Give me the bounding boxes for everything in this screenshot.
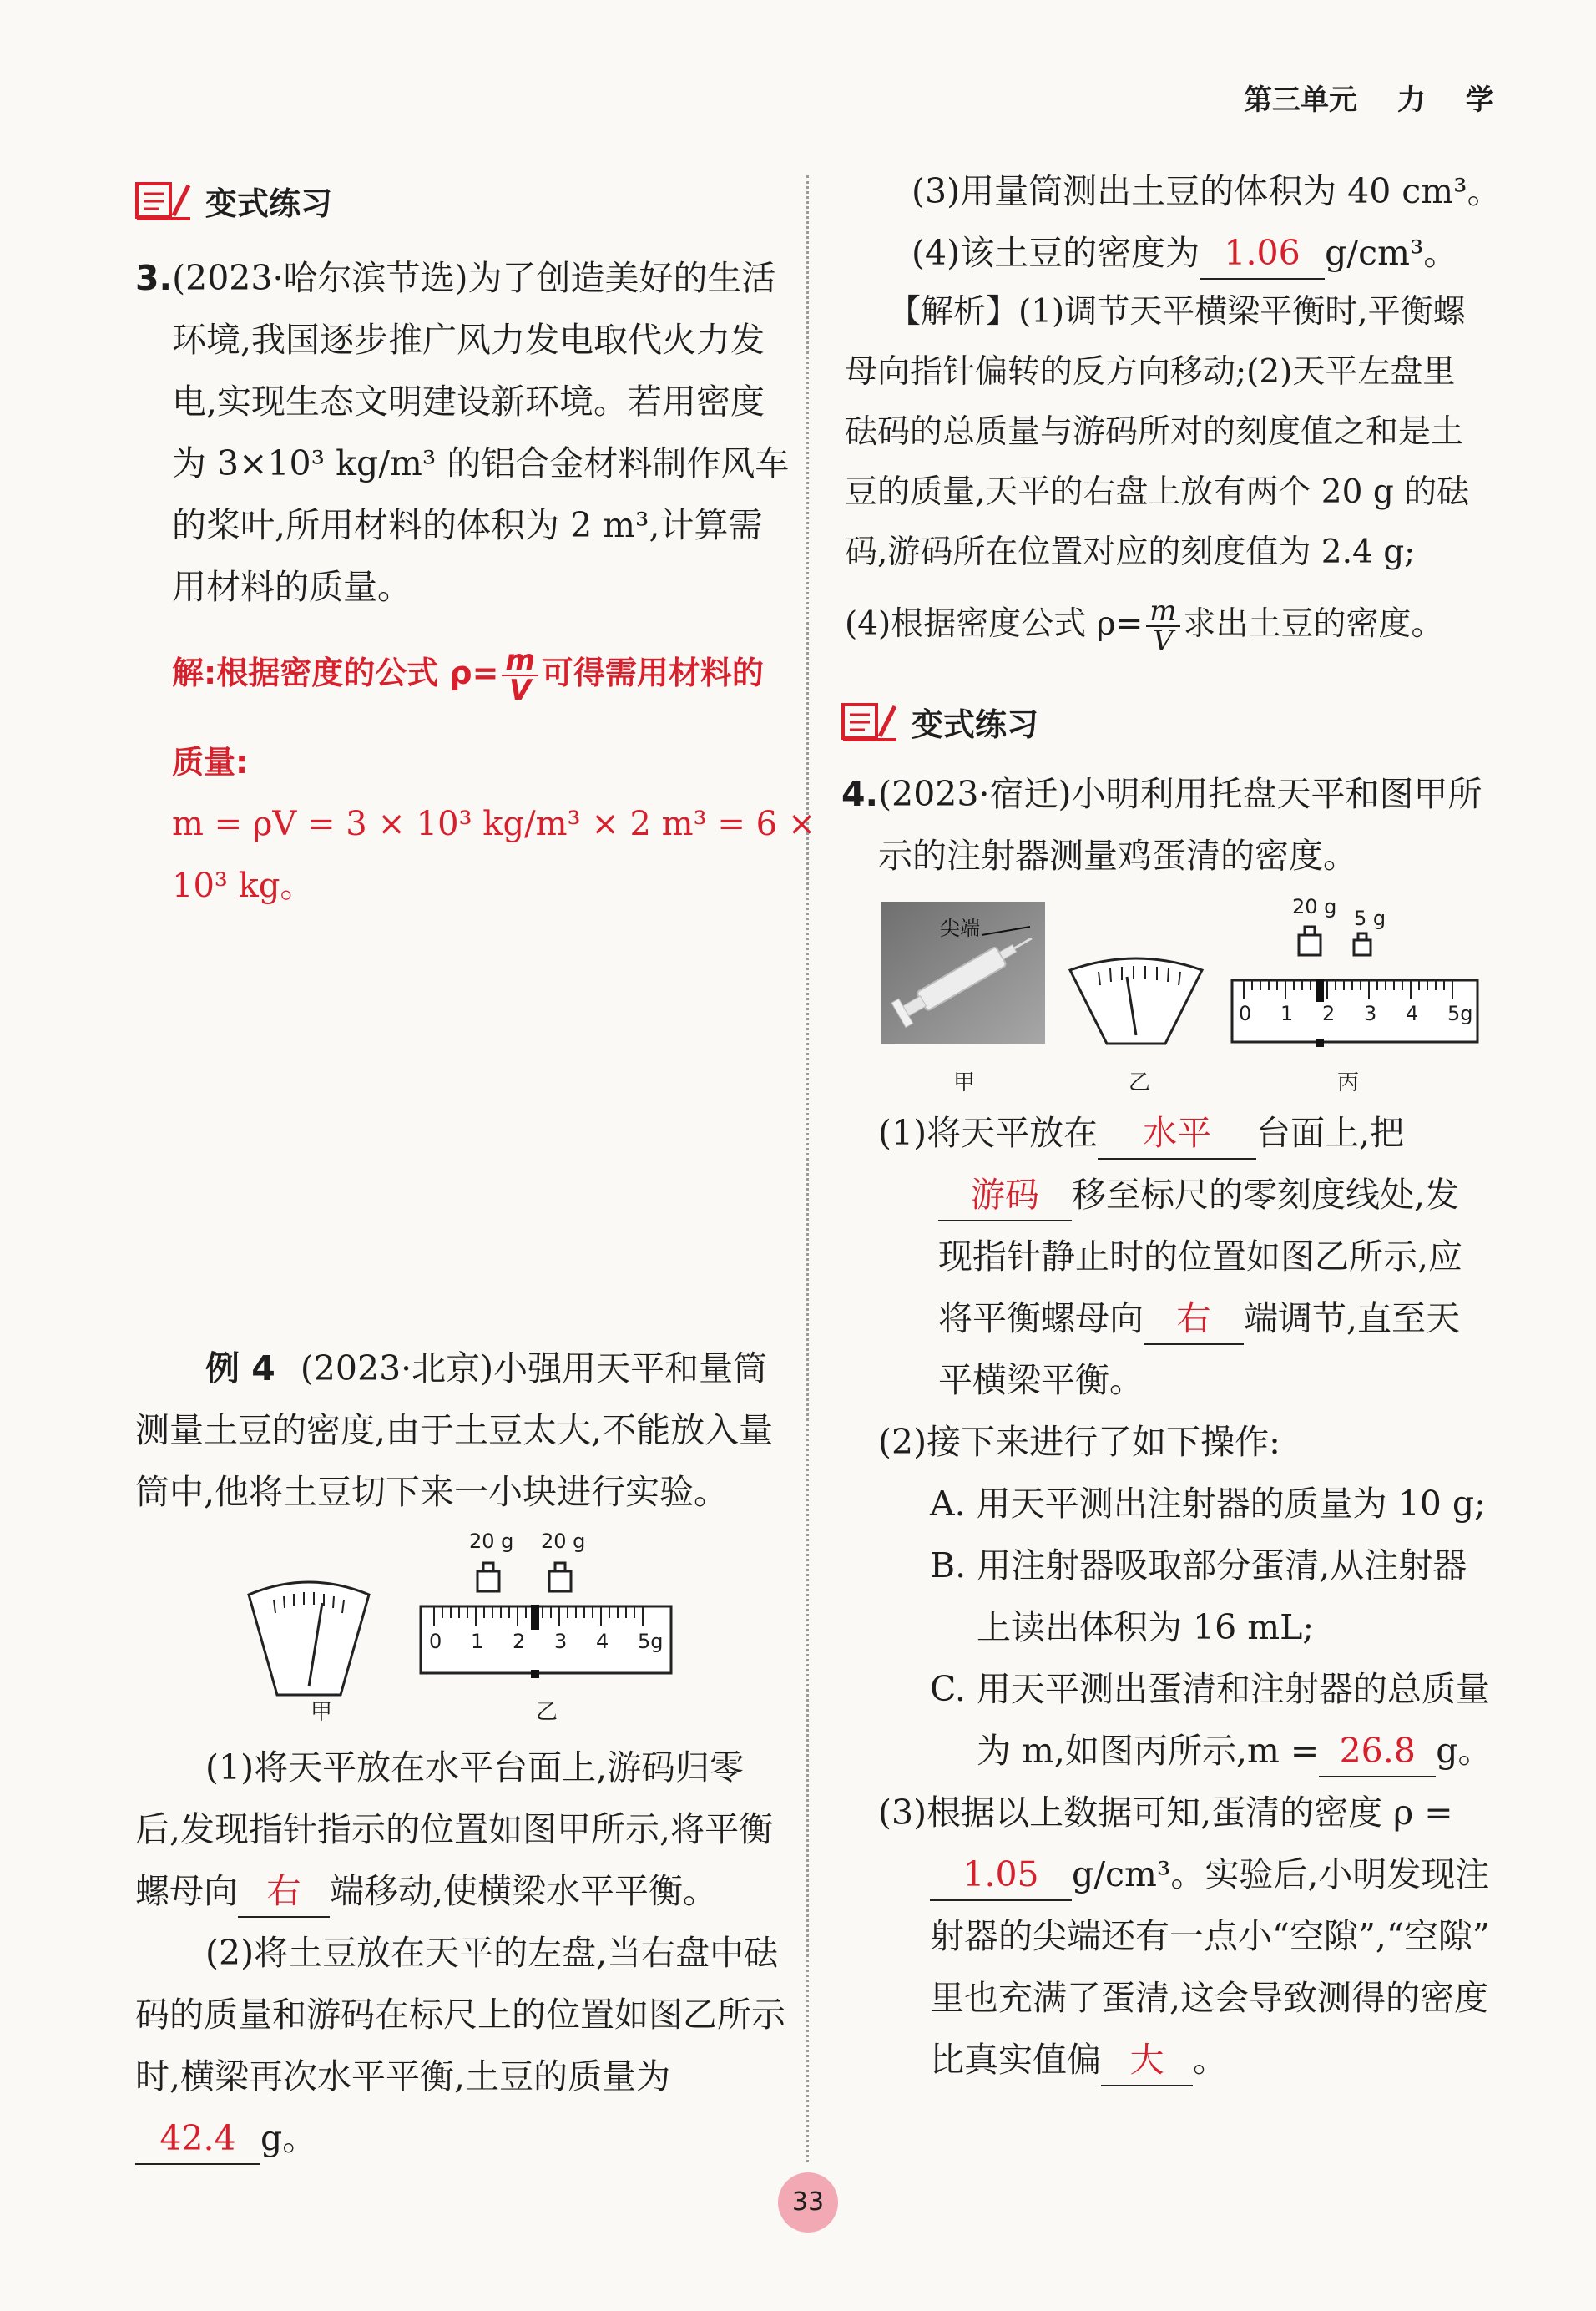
- section-title-1: [135, 175, 332, 225]
- scale-tick: 3: [1364, 1002, 1377, 1025]
- answer-blank: 大: [1101, 2035, 1193, 2086]
- part-text: (2)将土豆放在天平的左盘,当右盘中砝: [205, 1933, 779, 1973]
- scale-tick: 0: [429, 1630, 442, 1653]
- answer-blank: 42.4: [135, 2113, 260, 2165]
- analysis: [845, 282, 1470, 658]
- answer-blank: 右: [238, 1866, 330, 1918]
- analysis-line: 求出土豆的密度。: [1183, 605, 1444, 643]
- answer-blank: 1.06: [1200, 228, 1325, 280]
- answer-blank: 水平: [1098, 1108, 1256, 1160]
- analysis-line: (4)根据密度公式 ρ=: [845, 605, 1144, 643]
- scale-tick: 4: [1406, 1002, 1419, 1025]
- analysis-line: 【解析】(1)调节天平横梁平衡时,平衡螺: [888, 293, 1466, 331]
- part-text: 端调节,直至天: [1244, 1298, 1461, 1338]
- header-topic1: 力: [1396, 83, 1426, 117]
- part-text: A. 用天平测出注射器的质量为 10 g;: [930, 1484, 1486, 1524]
- answer-text: 可得需用材料的: [541, 655, 764, 691]
- question-number: 3.: [135, 258, 173, 298]
- header: [1244, 77, 1494, 118]
- column-divider: [806, 175, 809, 2162]
- part-text: 射器的尖端还有一点小“空隙”,“空隙”: [930, 1916, 1490, 1956]
- header-topic2: 学: [1465, 83, 1494, 117]
- figure-caption-bing: 丙: [1337, 1070, 1360, 1095]
- part-text: 将平衡螺母向: [938, 1298, 1144, 1338]
- part-text: (2)接下来进行了如下操作:: [878, 1422, 1280, 1462]
- notebook-pencil-icon: [135, 179, 194, 222]
- weights-icon: [1294, 922, 1394, 957]
- section-title-text: 变式练习: [912, 705, 1039, 743]
- part-text: (1)将天平放在: [878, 1113, 1099, 1153]
- section-title-2: [841, 696, 1038, 746]
- scale-tick: 2: [1322, 1002, 1336, 1025]
- analysis-line: 码,游码所在位置对应的刻度值为 2.4 g;: [845, 534, 1416, 571]
- question-text-line: 电,实现生态文明建设新环境。若用密度: [172, 382, 765, 422]
- page-number: 33: [778, 2172, 838, 2233]
- answer-text: m = ρV = 3 × 10³ kg/m³ × 2 m³ = 6 ×: [172, 805, 816, 843]
- question-4: [841, 763, 1482, 887]
- weights-icon: [472, 1558, 589, 1593]
- part-text: C. 用天平测出蛋清和注射器的总质量: [930, 1669, 1490, 1709]
- part-text: 平横梁平衡。: [938, 1360, 1144, 1400]
- part-text: 里也充满了蛋清,这会导致测得的密度: [930, 1978, 1489, 2018]
- question-text-line: 为 3×10³ kg/m³ 的铝合金材料制作风车: [172, 443, 790, 483]
- part-text: 螺母向: [135, 1871, 238, 1911]
- question-number: 4.: [841, 774, 879, 814]
- part-text: 时,横梁再次水平平衡,土豆的质量为: [135, 2056, 671, 2096]
- fraction-denominator: V: [509, 673, 532, 707]
- question-text-line: 用材料的质量。: [172, 567, 412, 607]
- header-unit: 第三单元: [1244, 83, 1357, 117]
- weight-label: 20 g: [469, 1530, 514, 1553]
- fraction-numerator: m: [1146, 597, 1179, 627]
- scale-tick: 5g: [638, 1630, 664, 1653]
- example-text-line: 测量土豆的密度,由于土豆太大,不能放入量: [135, 1410, 774, 1450]
- question-text-line: 的桨叶,所用材料的体积为 2 m³,计算需: [172, 505, 763, 545]
- example-4-continued: [845, 160, 1502, 284]
- part-text: 台面上,把: [1256, 1113, 1405, 1153]
- part-text: 上读出体积为 16 mL;: [977, 1607, 1315, 1647]
- part-text: g/cm³。实验后,小明发现注: [1072, 1854, 1490, 1894]
- fraction-denominator: V: [1153, 625, 1174, 658]
- weight-label: 20 g: [541, 1530, 586, 1553]
- question-3: [135, 247, 789, 618]
- example-4: [135, 1338, 773, 1523]
- notebook-pencil-icon: [841, 700, 900, 743]
- scale-tick-labels: [1239, 1002, 1489, 1025]
- answer-blank: 右: [1144, 1293, 1244, 1345]
- balance-pointer-figure: [1065, 952, 1207, 1052]
- part-text: 为 m,如图丙所示,m =: [977, 1731, 1320, 1771]
- scale-tick: 1: [471, 1630, 484, 1653]
- part-text: g/cm³。: [1325, 233, 1458, 273]
- scale-tick: 4: [596, 1630, 609, 1653]
- answer-blank: 1.05: [930, 1849, 1072, 1901]
- example-text-line: (2023·北京)小强用天平和量筒: [300, 1348, 768, 1388]
- part-text: (1)将天平放在水平台面上,游码归零: [205, 1747, 745, 1788]
- example-4-parts: [135, 1737, 785, 2169]
- part-text: 。: [1193, 2040, 1227, 2080]
- question-text-line: 示的注射器测量鸡蛋清的密度。: [878, 836, 1357, 876]
- scale-tick-labels: [429, 1630, 679, 1653]
- part-text: g。: [1436, 1731, 1492, 1771]
- answer-3: [172, 640, 816, 917]
- weight-label: 20 g: [1292, 895, 1337, 918]
- fraction-numerator: m: [502, 646, 538, 676]
- scale-tick: 2: [513, 1630, 526, 1653]
- part-text: 端移动,使横梁水平平衡。: [330, 1871, 718, 1911]
- answer-blank: 游码: [938, 1170, 1072, 1221]
- answer-text: 解:根据密度的公式 ρ=: [172, 655, 499, 691]
- question-text-line: (2023·宿迁)小明利用托盘天平和图甲所: [878, 774, 1482, 814]
- answer-text: 质量:: [172, 744, 249, 781]
- answer-text: 10³ kg。: [172, 867, 314, 905]
- analysis-line: 砝码的总质量与游码所对的刻度值之和是土: [845, 413, 1464, 451]
- section-title-text: 变式练习: [205, 185, 333, 222]
- balance-pointer-figure: [242, 1570, 376, 1737]
- part-text: 后,发现指针指示的位置如图甲所示,将平衡: [135, 1809, 774, 1849]
- analysis-line: 豆的质量,天平的右盘上放有两个 20 g 的砝: [845, 473, 1470, 511]
- part-text: g。: [260, 2118, 317, 2158]
- question-text-line: 环境,我国逐步推广风力发电取代火力发: [172, 320, 765, 360]
- scale-tick: 5g: [1447, 1002, 1473, 1025]
- question-4-parts: [845, 1102, 1492, 2091]
- analysis-line: 母向指针偏转的反方向移动;(2)天平左盘里: [845, 353, 1456, 391]
- scale-tick: 3: [554, 1630, 568, 1653]
- example-label: 例 4: [205, 1348, 275, 1388]
- figure-caption-jia: 甲: [953, 1070, 976, 1095]
- scale-tick: 1: [1280, 1002, 1294, 1025]
- syringe-tip-label: 尖端: [940, 917, 980, 940]
- figure-caption-yi: 乙: [1129, 1070, 1151, 1095]
- part-text: (3)根据以上数据可知,蛋清的密度 ρ =: [878, 1793, 1453, 1833]
- density-fraction: [502, 643, 538, 707]
- scale-tick: 0: [1239, 1002, 1252, 1025]
- part-text: 移至标尺的零刻度线处,发: [1072, 1175, 1460, 1215]
- part-text: 码的质量和游码在标尺上的位置如图乙所示: [135, 1995, 785, 2035]
- question-text-line: (2023·哈尔滨节选)为了创造美好的生活: [172, 258, 776, 298]
- example-text-line: 筒中,他将土豆切下来一小块进行实验。: [135, 1472, 729, 1512]
- density-fraction: [1146, 594, 1179, 658]
- part-text: B. 用注射器吸取部分蛋清,从注射器: [930, 1545, 1467, 1585]
- figure-caption-yi: 乙: [536, 1700, 558, 1725]
- part-text: 比真实值偏: [930, 2040, 1101, 2080]
- weight-label: 5 g: [1354, 907, 1386, 930]
- answer-blank: 26.8: [1319, 1726, 1436, 1777]
- part-text: (4)该土豆的密度为: [912, 233, 1200, 273]
- figure-caption-jia: 甲: [311, 1700, 333, 1725]
- part-text: 现指针静止时的位置如图乙所示,应: [938, 1236, 1463, 1277]
- part-text: (3)用量筒测出土豆的体积为 40 cm³。: [912, 171, 1502, 211]
